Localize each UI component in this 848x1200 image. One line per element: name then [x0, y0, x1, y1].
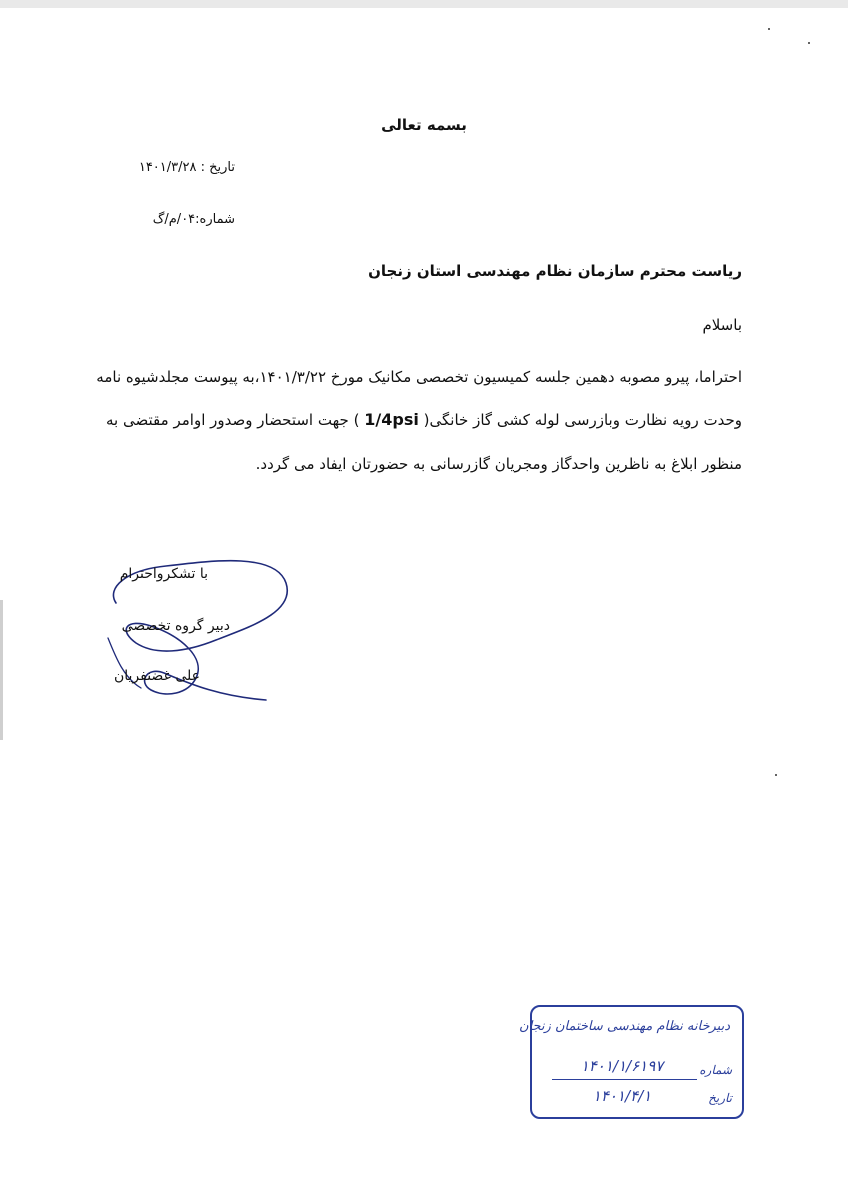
registration-stamp: [519, 1005, 744, 1119]
signer-role: دبیر گروه تخصصی: [121, 618, 230, 634]
letter-number: شماره:۰۴/م/گ: [152, 212, 235, 227]
scan-border-left: [0, 600, 3, 740]
stamp-underline: [552, 1079, 697, 1080]
scan-border-top: [0, 0, 848, 8]
scan-speck: [808, 42, 810, 44]
body-line-2-part-a: وحدت رویه نظارت وبازرسی لوله کشی گاز خانگی(: [423, 411, 743, 429]
body-line-2: [106, 410, 742, 429]
scan-speck: [768, 28, 770, 30]
basmala-heading: بسمه تعالی: [381, 116, 467, 134]
recipient-line: ریاست محترم سازمان نظام مهندسی استان زنجان: [368, 262, 742, 280]
stamp-organization: دبیرخانه نظام مهندسی ساختمان زنجان: [519, 1019, 730, 1034]
pressure-spec: 1/4psi: [364, 410, 419, 429]
body-line-2-part-b: ) جهت استحضار وصدور اوامر مقتضی به: [106, 411, 360, 429]
greeting: باسلام: [702, 316, 742, 334]
stamp-number-label: شماره: [699, 1063, 732, 1077]
closing-phrase: با تشکرواحترام: [119, 566, 208, 582]
scan-speck: [775, 774, 777, 776]
stamp-number-value: ۱۴۰۱/۱/۶۱۹۷: [580, 1057, 664, 1075]
signer-name: علی غضنفریان: [113, 668, 200, 684]
body-line-1: احتراما، پیرو مصوبه دهمین جلسه کمیسیون تخصصی مکانیک مورخ ۱۴۰۱/۳/۲۲،به پیوست مجلدشیوه نامه: [96, 368, 742, 386]
letter-date: تاریخ : ۱۴۰۱/۳/۲۸: [138, 160, 235, 175]
body-line-3: منظور ابلاغ به ناظرین واحدگاز ومجریان گازرسانی به حضورتان ایفاد می گردد.: [255, 455, 742, 473]
stamp-date-label: تاریخ: [708, 1091, 732, 1105]
stamp-date-value: ۱۴۰۱/۴/۱: [592, 1087, 652, 1105]
